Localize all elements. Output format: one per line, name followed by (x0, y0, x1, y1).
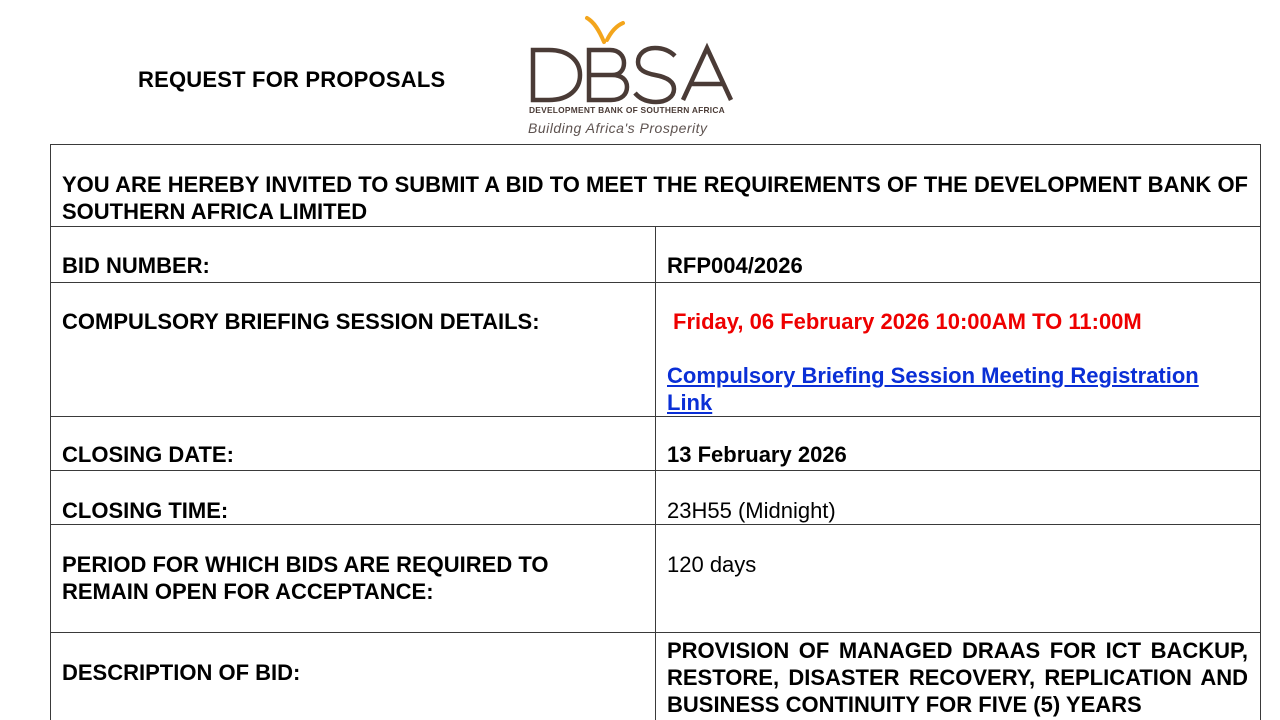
invitation-row (51, 145, 1261, 227)
invitation-text: YOU ARE HEREBY INVITED TO SUBMIT A BID TO MEET THE REQUIREMENTS OF THE DEVELOPMENT BANK OF SOUTHERN AFRICA LIMITED (51, 145, 1261, 227)
bid-number-row (51, 227, 1261, 283)
bid-number-label: BID NUMBER: (51, 227, 656, 283)
briefing-label: COMPULSORY BRIEFING SESSION DETAILS: (51, 283, 656, 417)
logo-full-name: DEVELOPMENT BANK OF SOUTHERN AFRICA (529, 105, 725, 115)
briefing-registration-link[interactable]: Compulsory Briefing Session Meeting Registration Link (667, 363, 1199, 415)
logo-tagline: Building Africa's Prosperity (528, 120, 708, 136)
dbsa-logo (525, 14, 760, 142)
closing-date-value: 13 February 2026 (656, 417, 1261, 471)
closing-date-label: CLOSING DATE: (51, 417, 656, 471)
description-value: PROVISION OF MANAGED DRAAS FOR ICT BACKUP, RESTORE, DISASTER RECOVERY, REPLICATION AND BUSINESS CONTINUITY FOR FIVE (5) YEARS (656, 633, 1261, 720)
validity-row (51, 525, 1261, 633)
closing-time-label: CLOSING TIME: (51, 471, 656, 525)
dbsa-logo-mark (525, 14, 760, 106)
closing-date-row (51, 417, 1261, 471)
bid-number-value: RFP004/2026 (656, 227, 1261, 283)
closing-time-value: 23H55 (Midnight) (656, 471, 1261, 525)
description-label: DESCRIPTION OF BID: (51, 633, 656, 720)
validity-label: PERIOD FOR WHICH BIDS ARE REQUIRED TO REMAIN OPEN FOR ACCEPTANCE: (51, 525, 656, 633)
briefing-row (51, 283, 1261, 417)
closing-time-row (51, 471, 1261, 525)
validity-value: 120 days (656, 525, 1261, 633)
bid-details-table (50, 144, 1261, 720)
page-title: REQUEST FOR PROPOSALS (138, 67, 446, 92)
briefing-datetime: Friday, 06 February 2026 10:00AM TO 11:00M (673, 309, 1142, 334)
description-row (51, 633, 1261, 720)
